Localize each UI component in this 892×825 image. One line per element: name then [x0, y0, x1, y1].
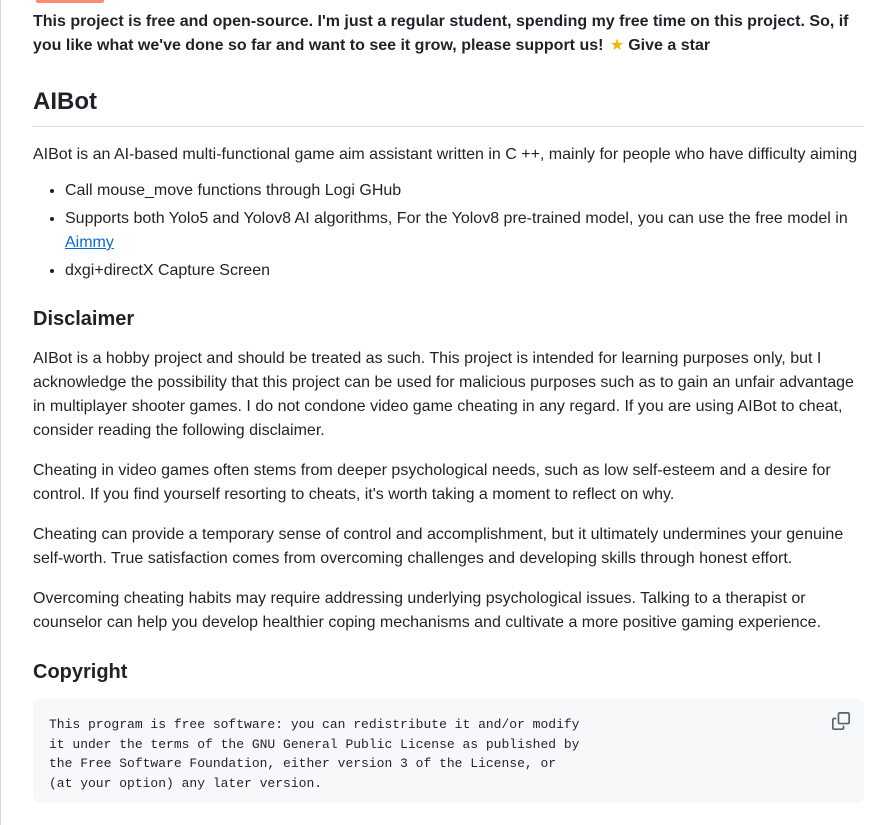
list-item	[65, 207, 864, 255]
list-item	[65, 179, 864, 203]
list-item	[65, 259, 864, 283]
license-code-text: This program is free software: you can redistribute it and/or modify it under the terms of the GNU General Public License as published by the Free Software Foundation, either version 3 of the License, or (at your option) any later version.	[49, 717, 580, 791]
star-icon: ★	[609, 37, 625, 54]
disclaimer-heading: Disclaimer	[33, 308, 135, 330]
readme-content	[33, 10, 864, 803]
copy-icon[interactable]	[832, 712, 850, 730]
intro-text: This project is free and open-source. I'm just a regular student, spending my free time on this project. So, if you like what we've done so far and want to see it grow, please support us!	[33, 13, 849, 54]
feature-text: Call mouse_move functions through Logi GHub	[65, 182, 402, 199]
left-border	[0, 0, 1, 825]
aibot-heading: AIBot	[33, 85, 864, 127]
license-code-block	[33, 699, 864, 803]
tab-underline-accent	[36, 0, 104, 3]
feature-text: dxgi+directX Capture Screen	[65, 262, 270, 279]
disclaimer-paragraph-3: Cheating can provide a temporary sense of control and accomplishment, but it ultimately undermines your genuine self-worth. True satisfaction comes from overcoming challenges and developing skills through honest effort.	[33, 526, 844, 567]
feature-list	[33, 179, 864, 283]
disclaimer-paragraph-4: Overcoming cheating habits may require addressing underlying psychological issues. Talking to a therapist or counselor can help you develop healthier coping mechanisms and cultivate a more positive gaming experience.	[33, 590, 822, 631]
aibot-description: AIBot is an AI-based multi-functional game aim assistant written in C ++, mainly for people who have difficulty aiming	[33, 146, 858, 163]
intro-paragraph	[33, 10, 864, 58]
aimmy-link[interactable]: Aimmy	[65, 234, 114, 251]
give-star-label: Give a star	[628, 37, 711, 54]
copyright-heading: Copyright	[33, 661, 128, 683]
feature-text: Supports both Yolo5 and Yolov8 AI algorithms, For the Yolov8 pre-trained model, you can use the free model in	[65, 210, 848, 227]
disclaimer-paragraph-2: Cheating in video games often stems from deeper psychological needs, such as low self-esteem and a desire for control. If you find yourself resorting to cheats, it's worth taking a moment to reflect on why.	[33, 462, 831, 503]
disclaimer-paragraph-1: AIBot is a hobby project and should be treated as such. This project is intended for learning purposes only, but I acknowledge the possibility that this project can be used for malicious purposes such as to gain an unfair advantage in multiplayer shooter games. I do not condone video game cheating in any regard. If you are using AIBot to cheat, consider reading the following disclaimer.	[33, 350, 854, 439]
